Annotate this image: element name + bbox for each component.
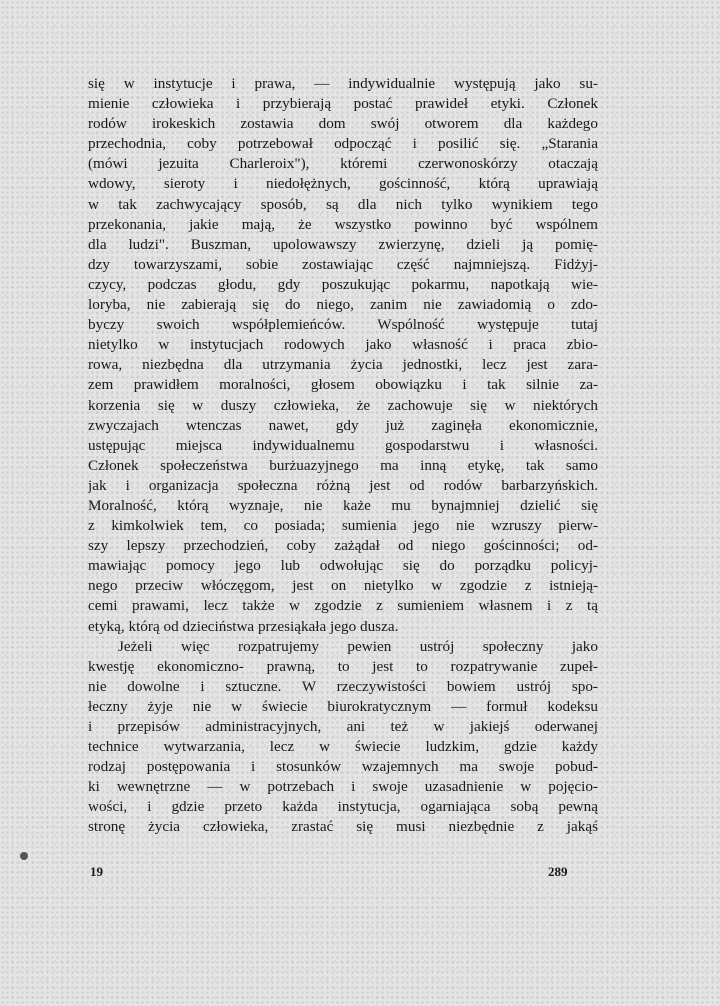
text-line: (mówi jezuita Charleroix"), któremi czerwonoskórzy otaczają <box>88 155 598 173</box>
text-line: zwyczajach wtenczas nawet, gdy już zaginęła ekonomicznie, <box>88 416 598 434</box>
text-line: korzenia się w duszy człowieka, że zachowuje się w niektórych <box>88 396 598 414</box>
text-line: jak i organizacja społeczna różną jest od rodów barbarzyńskich. <box>88 476 598 494</box>
text-line: stronę życia człowieka, zrastać się musi niezbędnie z jakąś <box>88 818 598 836</box>
text-line: i przepisów administracyjnych, ani też w jakiejś oderwanej <box>88 718 598 735</box>
text-line: mienie człowieka i przybierają postać prawideł etyki. Członek <box>88 95 598 113</box>
text-line: ustępując miejsca indywidualnemu gospodarstwu i własności. <box>88 436 598 454</box>
text-line: wdowy, sieroty i niedołężnych, gościnność, którą uprawiają <box>88 175 598 193</box>
page-number: 289 <box>548 864 568 879</box>
text-line: szy lepszy przechodzień, coby zażądał od niego gościnności; od- <box>88 537 598 555</box>
text-line: byczy swoich współplemieńców. Wspólność występuje tutaj <box>88 316 598 334</box>
text-line: rodzaj postępowania i stosunków wzajemnych ma swoje pobud- <box>88 758 598 776</box>
binding-hole-mark <box>20 852 28 860</box>
text-line: dla ludzi". Buszman, upolowawszy zwierzynę, dzieli ją pomię- <box>88 235 598 253</box>
text-line: przechodnia, coby potrzebował odpocząć i posilić się. „Starania <box>88 135 598 153</box>
paragraph <box>88 74 598 637</box>
text-line: loryba, nie zabierają się do niego, zanim nie zawiadomią o zdo- <box>88 296 598 314</box>
text-line: rodów irokeskich zostawia dom swój otworem dla każdego <box>88 115 598 133</box>
text-line: w tak zachwycający sposób, są dla nich tylko wynikiem tego <box>88 195 598 213</box>
text-line: Jeżeli więc rozpatrujemy pewien ustrój społeczny jako <box>118 637 598 655</box>
text-line: Członek społeczeństwa burżuazyjnego ma inną etykę, tak samo <box>88 456 598 474</box>
text-line: cemi prawami, lecz także w zgodzie z sumieniem własnem i z tą <box>88 597 598 615</box>
text-line: wości, i gdzie przeto każda instytucja, ogarniająca sobą pewną <box>88 798 598 816</box>
text-line: nietylko w instytucjach rodowych jako własność i praca zbio- <box>88 336 598 354</box>
text-line: łeczny żyje nie w świecie biurokratycznym — formuł kodeksu <box>88 697 598 715</box>
text-line: ki wewnętrzne — w potrzebach i swoje uzasadnienie w pojęcio- <box>88 778 598 796</box>
text-line: się w instytucje i prawa, — indywidualnie występują jako su- <box>88 75 598 92</box>
text-line: rowa, niezbędna dla utrzymania życia jednostki, lecz jest zara- <box>88 356 598 374</box>
text-line: z kimkolwiek tem, co posiada; sumienia jego nie wzruszy pierw- <box>88 517 598 535</box>
text-line: czycy, podczas głodu, gdy poszukując pokarmu, napotkają wie- <box>88 275 598 293</box>
text-line: kwestję ekonomiczno- prawną, to jest to rozpatrywanie zupeł- <box>88 657 598 675</box>
text-line: dzy towarzyszami, sobie zostawiając część najmniejszą. Fidżyj- <box>88 255 598 273</box>
text-line: przekonania, jakie mają, że wszystko powinno być wspólnem <box>88 215 598 233</box>
paragraph <box>88 637 598 838</box>
text-line: technice wytwarzania, lecz w świecie ludzkim, gdzie każdy <box>88 738 598 756</box>
printer-signature-mark: 19 <box>90 864 103 879</box>
text-line: zem prawidłem moralności, głosem obowiązku i tak silnie za- <box>88 376 598 394</box>
text-line: nego przeciw włóczęgom, jest on nietylko w zgodzie z istnieją- <box>88 577 598 595</box>
text-line: Moralność, którą wyznaje, nie każe mu bynajmniej dzielić się <box>88 496 598 514</box>
text-line: mawiając pomocy jego lub odwołując się do porządku policyj- <box>88 557 598 575</box>
text-line: nie dowolne i sztuczne. W rzeczywistości bowiem ustrój spo- <box>88 677 598 695</box>
text-line: etyką, którą od dzieciństwa przesiąkała jego dusza. <box>88 617 399 635</box>
body-text <box>88 74 598 838</box>
